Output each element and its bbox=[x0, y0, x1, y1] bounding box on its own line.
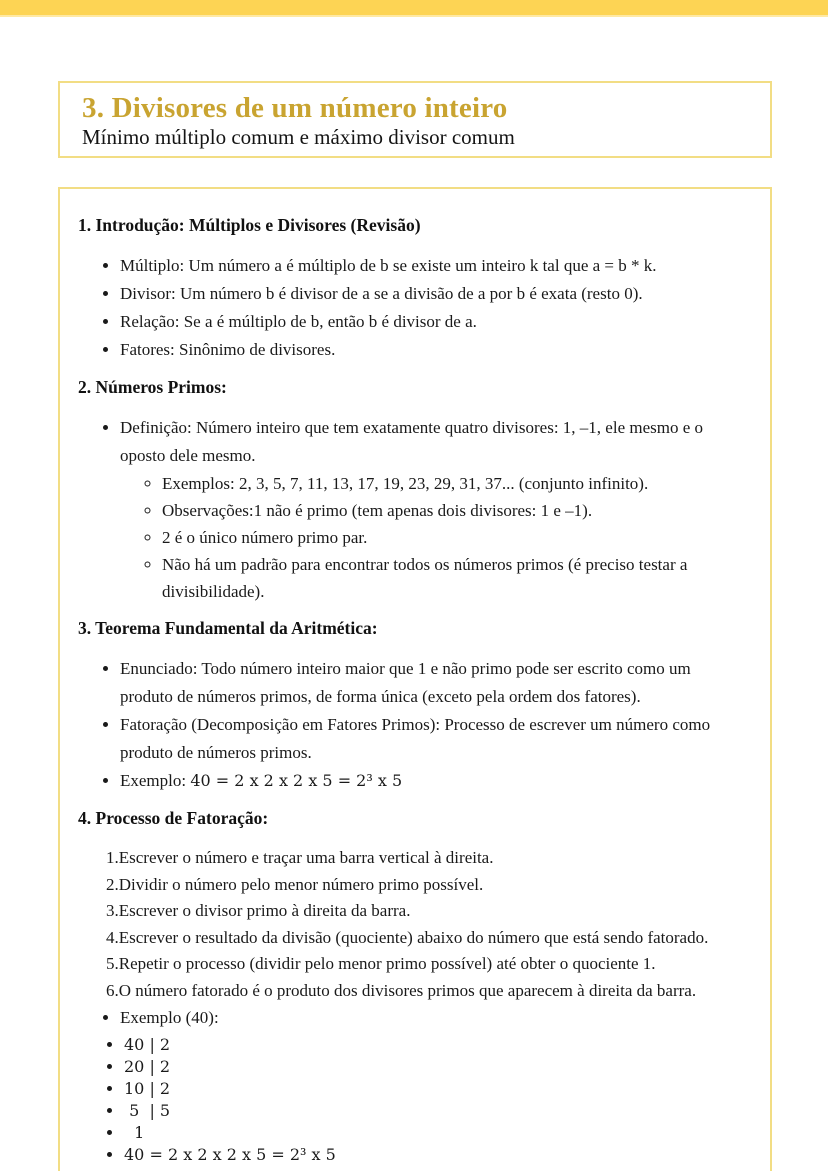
top-accent-band bbox=[0, 0, 828, 17]
section-2-heading: 2. Números Primos: bbox=[78, 377, 227, 397]
sublist-item: ◦ Observações:1 não é primo (tem apenas dois divisores: 1 e –1). bbox=[162, 497, 740, 524]
section-1-heading: 1. Introdução: Múltiplos e Divisores (Revisão) bbox=[78, 215, 421, 235]
section-3-list bbox=[78, 655, 740, 795]
factor-line: • 1 bbox=[124, 1122, 740, 1144]
example-label: • Exemplo (40): bbox=[120, 1004, 740, 1032]
factor-line: • 20 | 2 bbox=[124, 1056, 740, 1078]
list-item: • Múltiplo: Um número a é múltiplo de b se existe um inteiro k tal que a = b * k. bbox=[120, 252, 740, 280]
sublist-item: ◦ 2 é o único número primo par. bbox=[162, 524, 740, 551]
list-item: • Fatores: Sinônimo de divisores. bbox=[120, 336, 740, 364]
factoring-steps-list bbox=[78, 845, 740, 1004]
section-2-sublist bbox=[120, 470, 740, 605]
step-item: Escrever o divisor primo à direita da barra. bbox=[118, 901, 411, 920]
content-box bbox=[58, 187, 772, 1171]
list-item: • Enunciado: Todo número inteiro maior que 1 e não primo pode ser escrito como um produto de números primos, de forma única (exceto pela ordem dos fatores). bbox=[120, 655, 740, 711]
step-item: Escrever o resultado da divisão (quociente) abaixo do número que está sendo fatorado. bbox=[118, 927, 709, 947]
factor-line: • 40 | 2 bbox=[124, 1034, 740, 1056]
list-item bbox=[120, 767, 740, 795]
factorization-work-list bbox=[78, 1034, 740, 1166]
section-4-heading: 4. Processo de Fatoração: bbox=[78, 808, 269, 828]
list-item: • Fatoração (Decomposição em Fatores Primos): Processo de escrever um número como produto de números primos. bbox=[120, 711, 740, 767]
example-label: Exemplo: bbox=[120, 771, 191, 790]
step-item: Repetir o processo (dividir pelo menor primo possível) até obter o quociente 1. bbox=[118, 954, 656, 973]
sublist-item: ◦ Não há um padrão para encontrar todos os números primos (é preciso testar a divisibilidade). bbox=[162, 551, 740, 605]
step-item: O número fatorado é o produto dos divisores primos que aparecem à direita da barra. bbox=[118, 980, 697, 1000]
factor-line: • 5 | 5 bbox=[124, 1100, 740, 1122]
example-label-list bbox=[78, 1004, 740, 1032]
page-subtitle: Mínimo múltiplo comum e máximo divisor comum bbox=[82, 125, 515, 149]
list-item-text: Definição: Número inteiro que tem exatamente quatro divisores: 1, –1, ele mesmo e o oposto dele mesmo. bbox=[120, 418, 704, 465]
list-item: • Divisor: Um número b é divisor de a se a divisão de a por b é exata (resto 0). bbox=[120, 280, 740, 308]
section-2-list bbox=[78, 414, 740, 605]
sublist-item: ◦ Exemplos: 2, 3, 5, 7, 11, 13, 17, 19, 23, 29, 31, 37... (conjunto infinito). bbox=[162, 470, 740, 497]
step-item: Escrever o número e traçar uma barra vertical à direita. bbox=[118, 848, 494, 867]
factor-line: • 10 | 2 bbox=[124, 1078, 740, 1100]
list-item bbox=[120, 414, 740, 605]
factor-line: • 40 = 2 x 2 x 2 x 5 = 2³ x 5 bbox=[124, 1144, 740, 1166]
section-1-list bbox=[78, 252, 740, 364]
list-item: • Relação: Se a é múltiplo de b, então b é divisor de a. bbox=[120, 308, 740, 336]
page-title: 3. Divisores de um número inteiro bbox=[82, 92, 508, 124]
title-box bbox=[58, 81, 772, 158]
factorization-formula: 40 = 2 x 2 x 2 x 5 = 2³ x 5 bbox=[190, 771, 403, 790]
step-item: Dividir o número pelo menor número primo possível. bbox=[118, 874, 484, 894]
section-3-heading: 3. Teorema Fundamental da Aritmética: bbox=[78, 618, 378, 638]
